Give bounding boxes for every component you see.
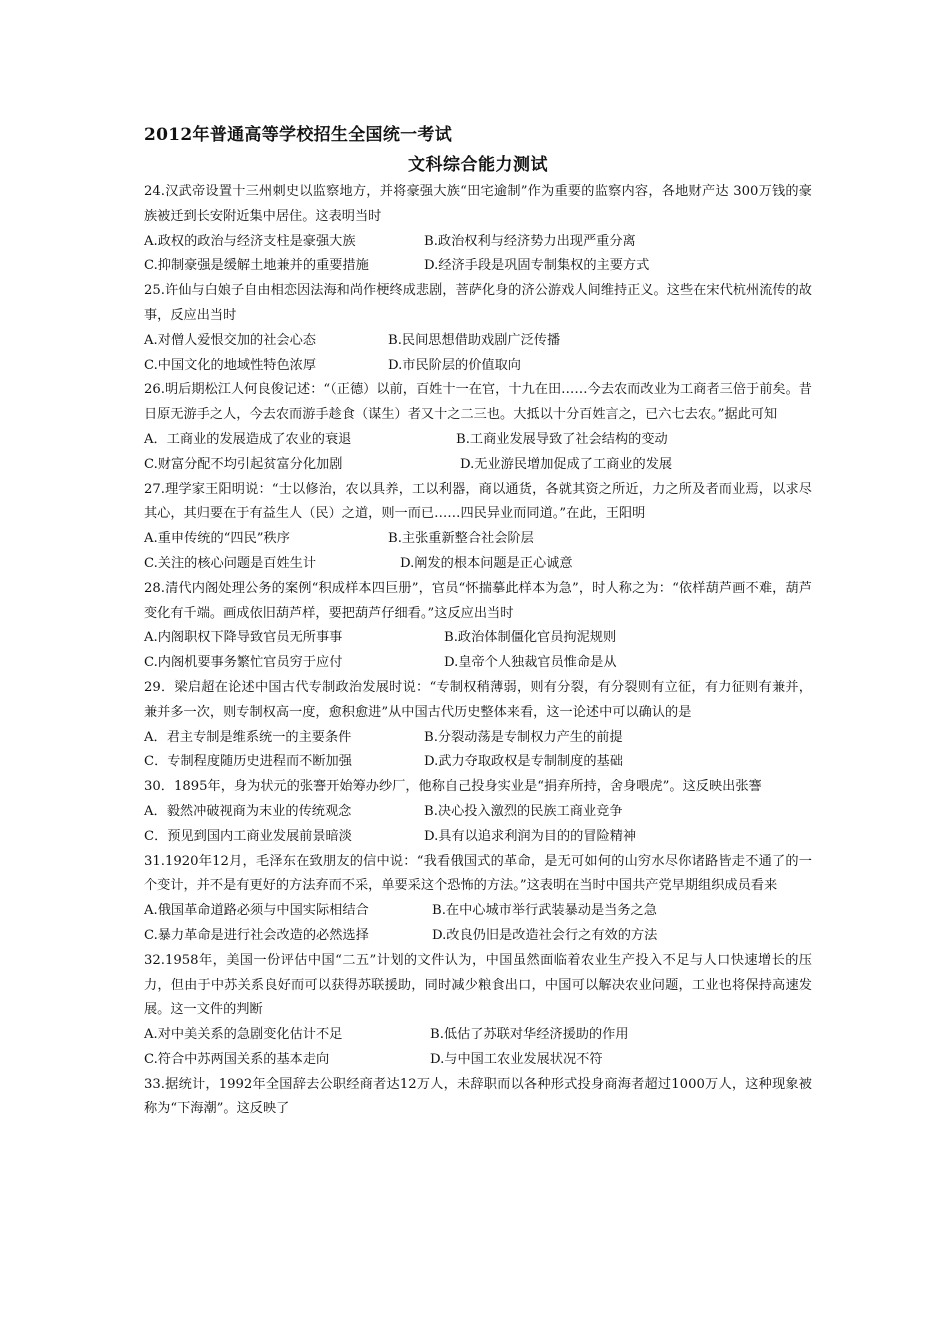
option-row [144, 726, 812, 751]
option-c: C.符合中苏两国关系的基本走向 [144, 1051, 330, 1067]
option-a: A．毅然冲破视商为末业的传统观念 [144, 803, 352, 819]
option-b: B.主张重新整合社会阶层 [388, 531, 534, 547]
option-a: A．工商业的发展造成了农业的衰退 [144, 431, 352, 447]
option-d: D.阐发的根本问题是正心诚意 [400, 555, 573, 571]
question-list [144, 180, 812, 1122]
option-a: A.政权的政治与经济支柱是豪强大族 [144, 233, 356, 249]
option-b: B.工商业发展导致了社会结构的变动 [456, 431, 668, 447]
question-stem: 24.汉武帝设置十三州刺史以监察地方，并将豪强大族“田宅逾制”作为重要的监察内容，各地财产达 300万钱的豪族被迁到长安附近集中居住。这表明当时 [144, 184, 812, 224]
question-stem: 27.理学家王阳明说：“士以修治，农以具养，工以利器，商以通货，各就其资之所近，力之所及者而业焉，以求尽其心，其归要在于有益生人（民）之道，则一而已……四民异业而同道。”在此，王阳明 [144, 481, 812, 522]
option-c: C.财富分配不均引起贫富分化加剧 [144, 456, 343, 472]
question-29 [144, 676, 812, 775]
question-stem: 28.清代内阁处理公务的案例“积成样本四巨册”，官员“怀揣摹此样本为急”，时人称之为：“依样葫芦画不难，葫芦变化有千端。画成依旧葫芦样，要把葫芦仔细看。”这反应出当时 [144, 580, 812, 621]
question-stem: 31.1920年12月，毛泽东在致朋友的信中说：“我看俄国式的革命，是无可如何的山穷水尽你诸路皆走不通了的一个变计，并不是有更好的方法弃而不采，单要采这个恐怖的方法。”这表明在当时中国共产党早期组织成员看来 [144, 853, 812, 894]
option-c: C.中国文化的地域性特色浓厚 [144, 357, 317, 373]
option-row [144, 924, 812, 949]
option-a: A.对中美关系的急剧变化估计不足 [144, 1027, 343, 1043]
option-b: B.政治体制僵化官员拘泥规则 [444, 630, 617, 646]
option-row [144, 1023, 812, 1048]
question-stem: 26.明后期松江人何良俊记述：“（正德）以前，百姓十一在官，十九在田……今去农而改业为工商者三倍于前矣。昔日原无游手之人，今去农而游手趁食（谋生）者又十之二三也。大抵以十分百姓言之，已六七去农。”据此可知 [144, 382, 812, 423]
option-c: C.抑制豪强是缓解土地兼并的重要措施 [144, 258, 369, 274]
option-d: D.市民阶层的价值取向 [388, 357, 521, 373]
option-row [144, 354, 812, 379]
exam-page [144, 120, 812, 1122]
question-stem: 32.1958年，美国一份评估中国“二五”计划的文件认为，中国虽然面临着农业生产投入不足与人口快速增长的压力，但由于中苏关系良好而可以获得苏联援助，同时减少粮食出口，中国可以解决农业问题，工业也将保持高速发展。这一文件的判断 [144, 952, 812, 1018]
option-row [144, 329, 812, 354]
option-a: A.俄国革命道路必须与中国实际相结合 [144, 903, 369, 919]
question-25 [144, 279, 812, 378]
option-a: A.内阁职权下降导致官员无所事事 [144, 630, 343, 646]
option-d: D.武力夺取政权是专制制度的基础 [424, 754, 623, 770]
option-c: C.关注的核心问题是百姓生计 [144, 555, 317, 571]
question-31 [144, 850, 812, 949]
option-row [144, 750, 812, 775]
option-b: B.决心投入激烈的民族工商业竞争 [424, 803, 623, 819]
option-row [144, 453, 812, 478]
exam-subtitle: 文科综合能力测试 [408, 155, 548, 175]
option-row [144, 552, 812, 577]
option-row [144, 899, 812, 924]
option-b: B.低估了苏联对华经济援助的作用 [430, 1027, 629, 1043]
option-row [144, 626, 812, 651]
option-row [144, 230, 812, 255]
question-stem: 25.许仙与白娘子自由相恋因法海和尚作梗终成悲剧，菩萨化身的济公游戏人间维持正义。这些在宋代杭州流传的故事，反应出当时 [144, 283, 812, 323]
option-row [144, 1048, 812, 1073]
option-d: D.改良仍旧是改造社会行之有效的方法 [432, 927, 658, 943]
question-30 [144, 775, 812, 849]
exam-title: 2012年普通高等学校招生全国统一考试 [144, 125, 453, 145]
option-d: D.皇帝个人独裁官员惟命是从 [444, 655, 617, 671]
option-a: A.对僧人爱恨交加的社会心态 [144, 332, 316, 348]
option-row [144, 800, 812, 825]
option-c: C．预见到国内工商业发展前景暗淡 [144, 828, 352, 844]
option-c: C.暴力革命是进行社会改造的必然选择 [144, 927, 369, 943]
option-d: D.与中国工农业发展状况不符 [430, 1051, 603, 1067]
option-row [144, 825, 812, 850]
option-row [144, 651, 812, 676]
option-b: B.民间思想借助戏剧广泛传播 [388, 332, 561, 348]
question-33 [144, 1073, 812, 1123]
option-b: B.在中心城市举行武装暴动是当务之急 [432, 903, 657, 919]
question-24 [144, 180, 812, 279]
option-c: C.内阁机要事务繁忙官员穷于应付 [144, 655, 343, 671]
option-row [144, 254, 812, 279]
option-row [144, 428, 812, 453]
option-c: C．专制程度随历史进程而不断加强 [144, 754, 352, 770]
question-26 [144, 378, 812, 477]
question-27 [144, 478, 812, 577]
question-stem: 29．梁启超在论述中国古代专制政治发展时说：“专制权稍薄弱，则有分裂，有分裂则有立征，有力征则有兼并，兼并多一次，则专制权高一度，愈积愈进”从中国古代历史整体来看，这一论述中可以确认的是 [144, 679, 812, 720]
option-a: A.重申传统的“四民”秩序 [144, 531, 290, 547]
option-b: B.分裂动荡是专制权力产生的前提 [424, 729, 623, 745]
question-stem: 33.据统计，1992年全国辞去公职经商者达12万人，未辞职而以各种形式投身商海者超过1000万人，这种现象被称为“下海潮”。这反映了 [144, 1076, 812, 1117]
option-d: D.具有以追求利润为目的的冒险精神 [424, 828, 637, 844]
question-stem: 30．1895年，身为状元的张謇开始筹办纱厂，他称自己投身实业是“捐弃所持，舍身喂虎”。这反映出张謇 [144, 779, 762, 795]
option-a: A．君主专制是维系统一的主要条件 [144, 729, 352, 745]
option-d: D.无业游民增加促成了工商业的发展 [460, 456, 673, 472]
option-b: B.政治权利与经济势力出现严重分离 [424, 233, 636, 249]
question-32 [144, 949, 812, 1073]
question-28 [144, 577, 812, 676]
option-row [144, 527, 812, 552]
option-d: D.经济手段是巩固专制集权的主要方式 [424, 258, 650, 274]
